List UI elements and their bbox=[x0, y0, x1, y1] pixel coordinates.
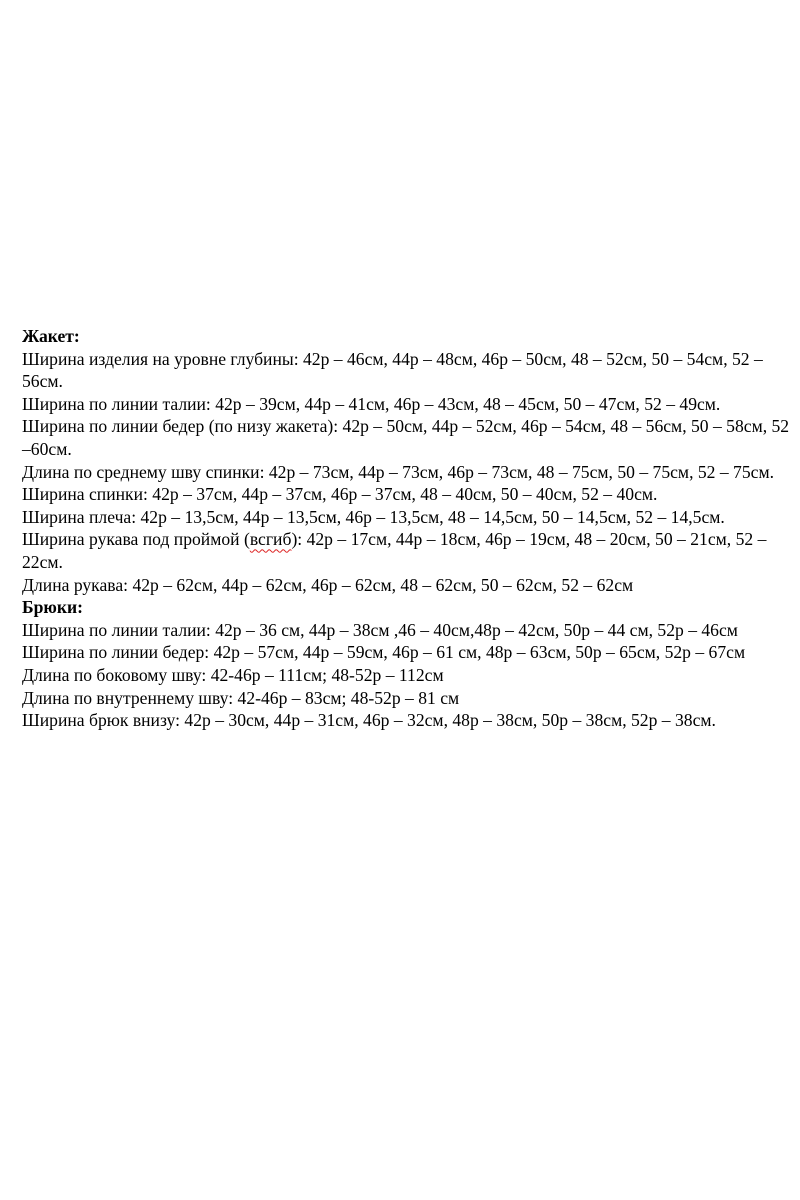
jacket-line-sleeve-width bbox=[22, 528, 792, 573]
trousers-line-side-seam: Длина по боковому шву: 42-46р – 111см; 48-52р – 112см bbox=[22, 664, 444, 685]
jacket-line-waist: Ширина по линии талии: 42р – 39см, 44р – 41см, 46р – 43см, 48 – 45см, 50 – 47см, 52 – 49см. bbox=[22, 393, 721, 414]
trousers-heading: Брюки: bbox=[22, 597, 83, 618]
jacket-line-back-width: Ширина спинки: 42р – 37см, 44р – 37см, 46р – 37см, 48 – 40см, 50 – 40см, 52 – 40см. bbox=[22, 484, 658, 505]
trousers-line-hips: Ширина по линии бедер: 42р – 57см, 44р – 59см, 46р – 61 см, 48р – 63см, 50р – 65см, 52р – 67см bbox=[22, 642, 746, 663]
jacket-line-width-depth: Ширина изделия на уровне глубины: 42р – 46см, 44р – 48см, 46р – 50см, 48 – 52см, 50 – 54см, 52 – 56см. bbox=[22, 348, 763, 392]
trousers-line-bottom-width: Ширина брюк внизу: 42р – 30см, 44р – 31см, 46р – 32см, 48р – 38см, 50р – 38см, 52р – 38см. bbox=[22, 710, 716, 731]
document-body bbox=[22, 325, 792, 732]
sleeve-width-text-after: ): 42р – 17см, 44р – 18см, 46р – 19см, 48 – 20см, 50 – 21см, 52 – 22см. bbox=[22, 529, 767, 572]
jacket-heading: Жакет: bbox=[22, 326, 80, 346]
jacket-line-hips: Ширина по линии бедер (по низу жакета): 42р – 50см, 44р – 52см, 46р – 54см, 48 – 56см, 50 – 58см, 52 –60см. bbox=[22, 416, 790, 459]
trousers-line-inner-seam: Длина по внутреннему шву: 42-46р – 83см; 48-52р – 81 см bbox=[22, 687, 460, 708]
trousers-line-waist: Ширина по линии талии: 42р – 36 см, 44р – 38см ,46 – 40см,48р – 42см, 50р – 44 см, 52р – 46см bbox=[22, 619, 738, 640]
jacket-line-shoulder: Ширина плеча: 42р – 13,5см, 44р – 13,5см, 46р – 13,5см, 48 – 14,5см, 50 – 14,5см, 52 – 14,5см. bbox=[22, 506, 725, 527]
spellcheck-underlined-word: всгиб bbox=[249, 529, 292, 550]
sleeve-width-text-before: Ширина рукава под проймой ( bbox=[22, 529, 250, 550]
jacket-line-back-length: Длина по среднему шву спинки: 42р – 73см, 44р – 73см, 46р – 73см, 48 – 75см, 50 – 75см, 52 – 75см. bbox=[22, 461, 774, 482]
jacket-line-sleeve-length: Длина рукава: 42р – 62см, 44р – 62см, 46р – 62см, 48 – 62см, 50 – 62см, 52 – 62см bbox=[22, 574, 634, 595]
